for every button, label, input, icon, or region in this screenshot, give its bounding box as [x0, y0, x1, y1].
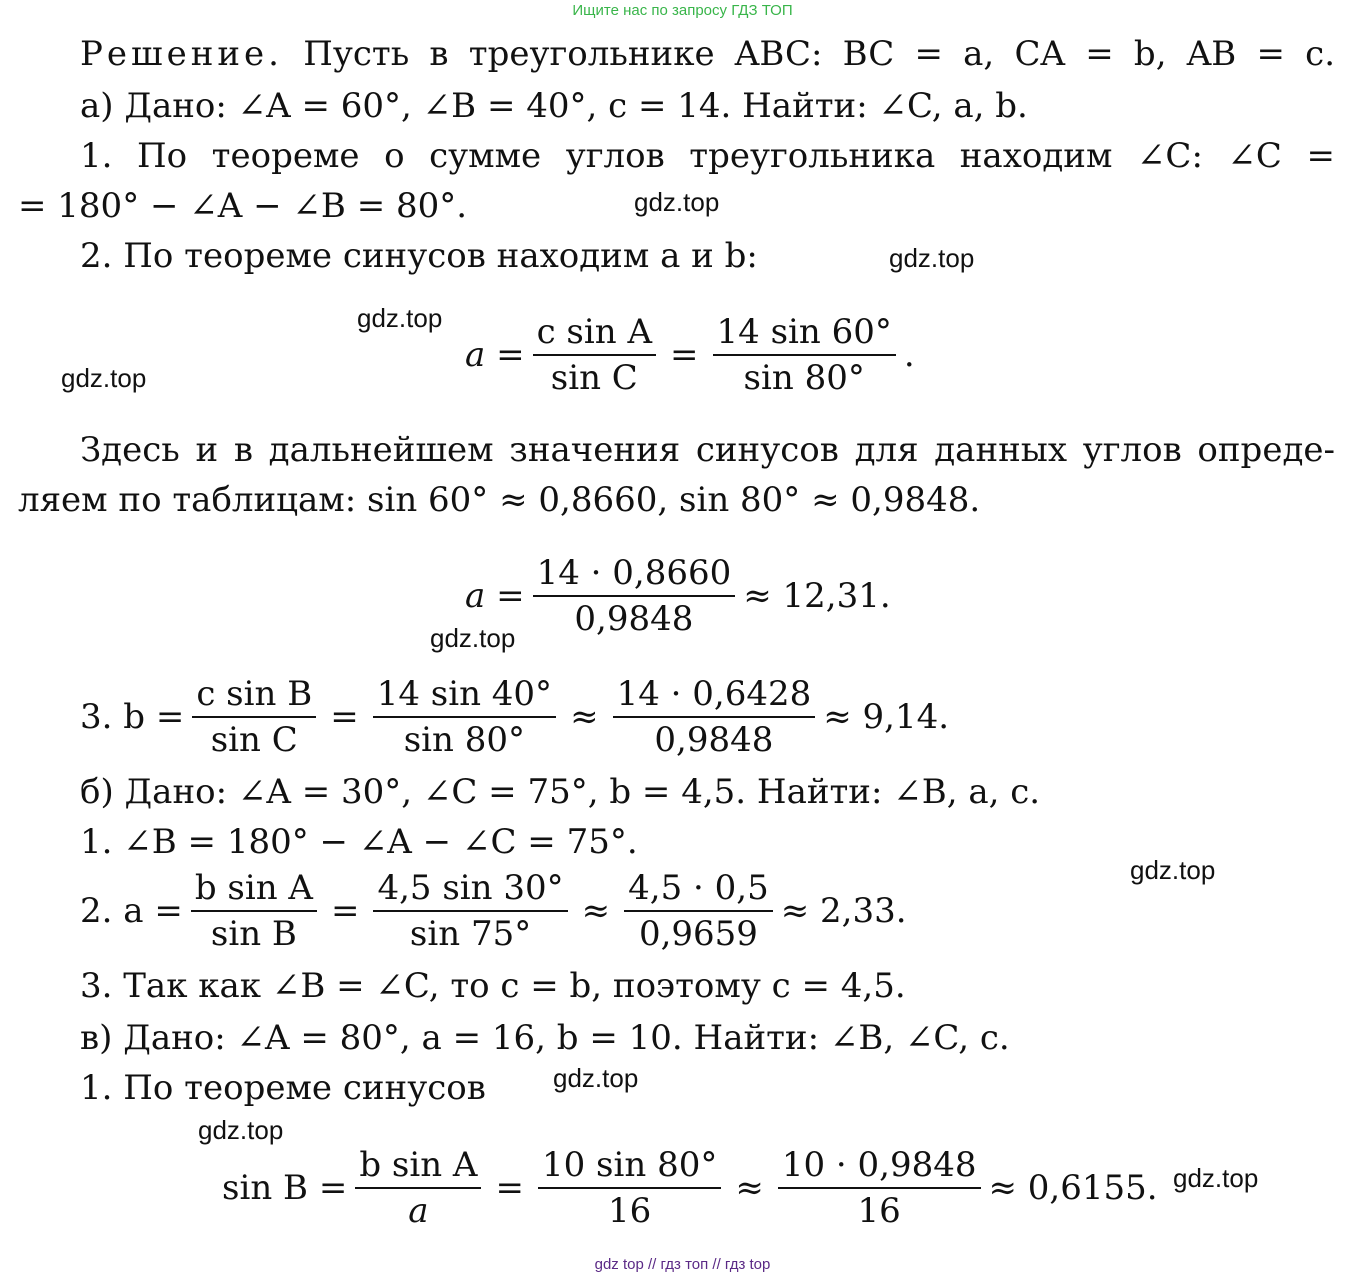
watermark: gdz.top	[61, 363, 147, 393]
numerator: 14 sin 60°	[713, 312, 896, 356]
fraction	[373, 674, 556, 760]
fraction	[778, 1145, 981, 1231]
equation-sin-b	[222, 1145, 1158, 1231]
eq-lhs: sin B =	[222, 1168, 348, 1208]
denominator: 16	[857, 1191, 901, 1231]
intro-text: Пусть в треугольнике ABC: BC = a, CA = b, AB = c.	[303, 34, 1335, 74]
part-a-step1-line2: = 180° − ∠A − ∠B = 80°.	[18, 186, 468, 226]
denominator: sin 80°	[403, 720, 526, 760]
numerator: 14 · 0,6428	[613, 674, 816, 718]
part-b-step1: 1. ∠B = 180° − ∠A − ∠C = 75°.	[80, 822, 638, 862]
eq-lhs: 2. a =	[80, 891, 183, 931]
intro-line	[80, 34, 1335, 74]
fraction	[613, 674, 816, 760]
note-line2: ляем по таблицам: sin 60° ≈ 0,8660, sin 80° ≈ 0,9848.	[18, 480, 981, 520]
eq-end: .	[903, 335, 915, 375]
watermark: gdz.top	[430, 623, 516, 653]
equals-sign: =	[330, 697, 359, 737]
watermark: gdz.top	[1130, 855, 1216, 885]
denominator: 0,9659	[638, 914, 758, 954]
eq-end: ≈ 0,6155.	[988, 1168, 1158, 1208]
denominator: sin C	[550, 358, 638, 398]
watermark: gdz.top	[553, 1063, 639, 1093]
part-b-step3: 3. Так как ∠B = ∠C, то c = b, поэтому c = 4,5.	[80, 966, 906, 1006]
eq-end: ≈ 2,33.	[780, 891, 907, 931]
denominator: sin B	[210, 914, 297, 954]
part-c-step1: 1. По теореме синусов	[80, 1068, 486, 1108]
watermark: gdz.top	[198, 1115, 284, 1145]
part-a-step2: 2. По теореме синусов находим a и b:	[80, 236, 758, 276]
fraction	[713, 312, 896, 398]
header-note: Ищите нас по запросу ГДЗ ТОП	[572, 2, 793, 19]
part-b-given: б) Дано: ∠A = 30°, ∠C = 75°, b = 4,5. Найти: ∠B, a, c.	[80, 772, 1041, 812]
part-c-given: в) Дано: ∠A = 80°, a = 16, b = 10. Найти: ∠B, ∠C, c.	[80, 1018, 1010, 1058]
part-a-step1-line1: 1. По теореме о сумме углов треугольника находим ∠C: ∠C =	[80, 136, 1335, 176]
numerator: c sin A	[533, 312, 656, 356]
eq-end: ≈ 9,14.	[823, 697, 950, 737]
equals-sign: =	[330, 891, 360, 931]
denominator: sin C	[210, 720, 298, 760]
numerator: 14 sin 40°	[373, 674, 556, 718]
denominator: sin 75°	[409, 914, 532, 954]
denominator: 0,9848	[654, 720, 774, 760]
fraction	[538, 1145, 721, 1231]
fraction	[624, 868, 773, 954]
watermark: gdz.top	[1173, 1163, 1259, 1193]
watermark: gdz.top	[889, 243, 975, 273]
equation-part-b-a	[80, 868, 907, 954]
numerator: 4,5 sin 30°	[373, 868, 567, 912]
numerator: 4,5 · 0,5	[624, 868, 773, 912]
equals-sign: =	[670, 335, 699, 375]
watermark: gdz.top	[357, 303, 443, 333]
watermark: gdz.top	[634, 187, 720, 217]
equals-sign: =	[495, 1168, 524, 1208]
fraction	[373, 868, 567, 954]
approx-sign: ≈	[570, 697, 599, 737]
solution-word: Решение.	[80, 34, 283, 74]
denominator: 16	[608, 1191, 652, 1231]
note-line1: Здесь и в дальнейшем значения синусов для данных углов опреде-	[80, 430, 1335, 470]
numerator: b sin A	[355, 1145, 481, 1189]
eq-lhs: a =	[465, 335, 525, 375]
numerator: 10 · 0,9848	[778, 1145, 981, 1189]
footer-note: gdz top // гдз топ // гдз top	[594, 1256, 771, 1273]
fraction	[533, 553, 736, 639]
denominator: sin 80°	[743, 358, 865, 398]
fraction	[533, 312, 656, 398]
eq-lhs: a =	[465, 576, 525, 616]
fraction	[191, 868, 317, 954]
numerator: c sin B	[192, 674, 316, 718]
equation-a-value	[465, 553, 891, 639]
denominator: 0,9848	[574, 599, 694, 639]
approx-sign: ≈	[581, 891, 611, 931]
eq-end: ≈ 12,31.	[743, 576, 891, 616]
fraction	[192, 674, 316, 760]
numerator: 14 · 0,8660	[533, 553, 736, 597]
numerator: 10 sin 80°	[538, 1145, 721, 1189]
equation-a-sine-law	[465, 312, 915, 398]
part-a-given: а) Дано: ∠A = 60°, ∠B = 40°, c = 14. Найти: ∠C, a, b.	[80, 86, 1028, 126]
approx-sign: ≈	[735, 1168, 764, 1208]
eq-lhs: 3. b =	[80, 697, 185, 737]
numerator: b sin A	[191, 868, 317, 912]
fraction	[355, 1145, 481, 1231]
denominator: a	[408, 1191, 429, 1231]
equation-b-value	[80, 674, 949, 760]
